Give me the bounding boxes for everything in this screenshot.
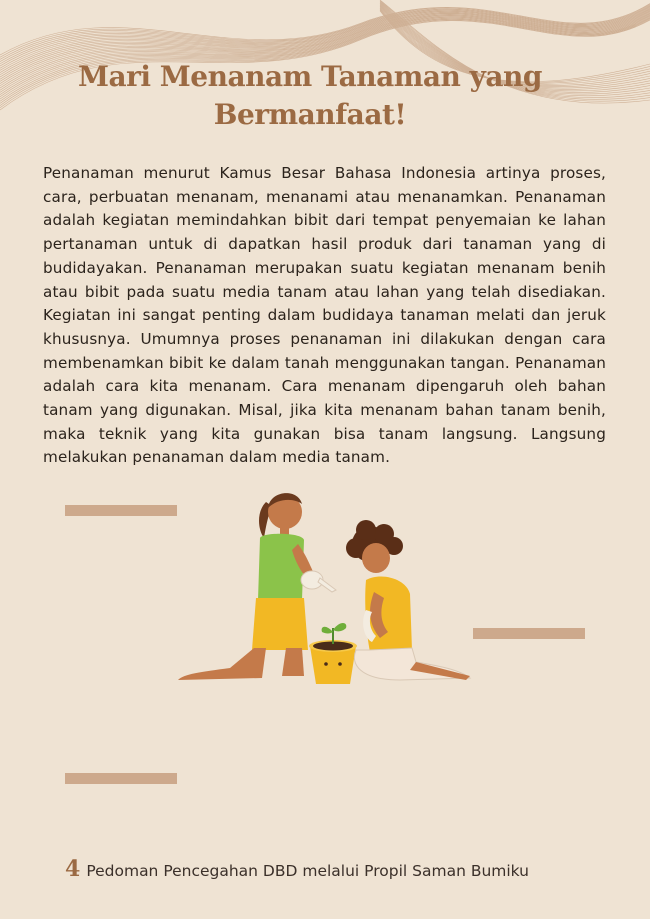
decorative-bar-bottom-left	[65, 773, 177, 784]
decorative-bar-top-left	[65, 505, 177, 516]
children-planting-illustration	[170, 482, 480, 692]
page-number: 4	[65, 856, 81, 882]
page-footer	[65, 856, 529, 884]
footer-title: Pedoman Pencegahan DBD melalui Propil Saman Bumiku	[86, 862, 530, 880]
decorative-bar-right	[473, 628, 585, 639]
boy-figure	[346, 520, 470, 680]
seedling-pot	[309, 623, 357, 684]
page-title: Mari Menanam Tanaman yang Bermanfaat!	[78, 60, 542, 131]
body-paragraph: Penanaman menurut Kamus Besar Bahasa Indonesia artinya proses, cara, perbuatan menanam, menanami atau menanamkan. Penanaman adalah kegiatan memindahkan bibit dari tempat penyemaian ke lahan pertanaman untuk di dapatkan hasil produk dari tanaman yang di budidayakan. Penanaman merupakan suatu kegiatan menanam benih atau bibit pada suatu media tanam atau lahan yang telah disediakan. Kegiatan ini sangat penting dalam budidaya tanaman melati dan jeruk khususnya. Umumnya proses penanaman ini dilakukan dengan cara membenamkan bibit ke dalam tanah menggunakan tangan. Penanaman adalah cara kita menanam. Cara menanam dipengaruh oleh bahan tanam yang digunakan. Misal, jika kita menanam bahan tanam benih, maka teknik yang kita gunakan bisa tanam langsung. Langsung melakukan penanaman dalam media tanam.	[43, 164, 606, 467]
